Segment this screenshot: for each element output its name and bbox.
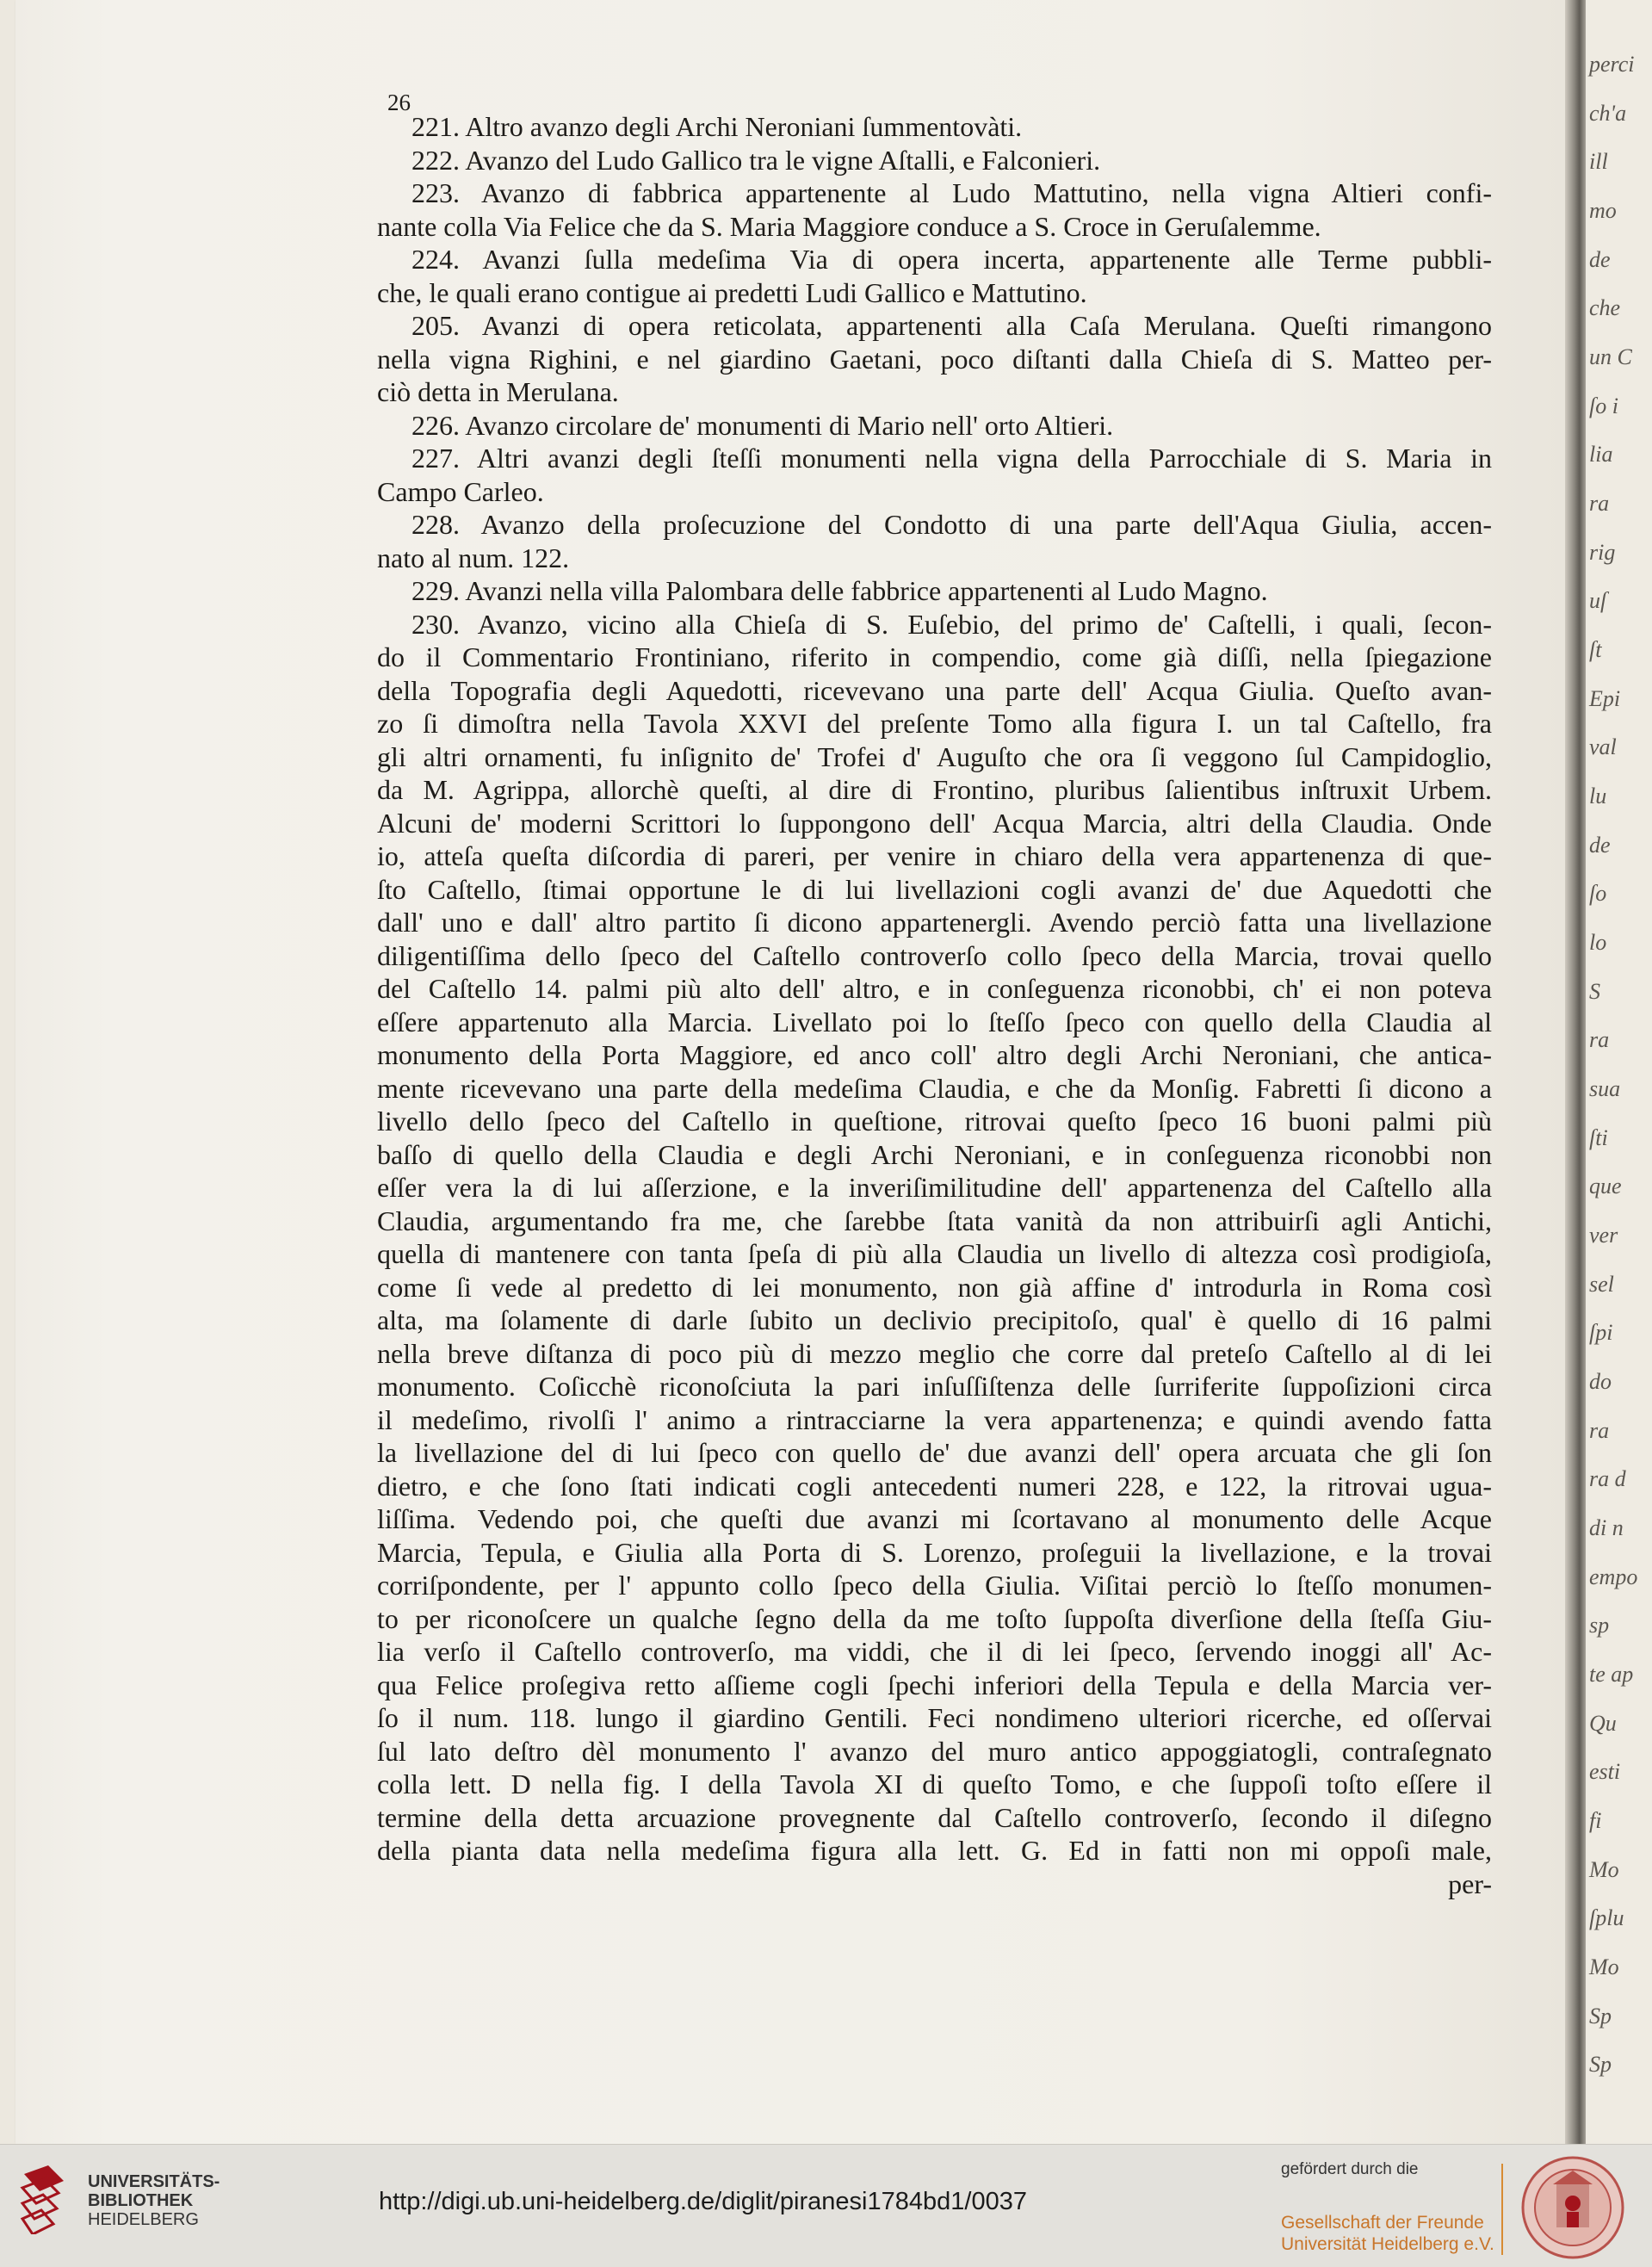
text-line: diligentiſſima dello ſpeco del Caſtello controverſo collo ſpeco della Marcia, trovai quello: [377, 939, 1492, 971]
text-line: del Caſtello 14. palmi più alto dell' altro, e in conſeguenza riconobbi, ch' ei non poteva: [377, 973, 1492, 1004]
text-line: il medeſimo, rivolſi l' animo a rintracciarne la vera appartenenza; e quindi avendo fatta: [377, 1403, 1492, 1435]
text-line: della Topografia degli Aquedotti, ricevevano una parte dell' Acqua Giulia. Queſto avan-: [377, 674, 1492, 706]
page-number: 26: [387, 90, 411, 115]
text-line: 229. Avanzi nella villa Palombara delle fabbrice appartenenti al Ludo Magno.: [411, 575, 1268, 606]
adjacent-page-text: un C: [1589, 344, 1632, 369]
adjacent-page-fragment: [1586, 0, 1652, 2144]
book-gutter: [1565, 0, 1586, 2144]
text-line: monumento. Coſicchè riconoſciuta la pari inſuſſiſtenza delle ſurriferite ſuppoſizioni circa: [377, 1371, 1492, 1402]
adjacent-page-text: val: [1589, 734, 1617, 760]
sponsor-label: gefördert durch die: [1281, 2160, 1419, 2178]
adjacent-page-text: te ap: [1589, 1662, 1634, 1687]
adjacent-page-text: de: [1589, 246, 1611, 272]
adjacent-page-text: ſpi: [1589, 1320, 1613, 1346]
text-line: da M. Agrippa, allorchè queſti, al dire di Frontino, pluribus ſalientibus inſtruxit Urbem.: [377, 774, 1492, 805]
text-line: Claudia, argumentando fra me, che ſarebbe ſtata vanità da non attribuirſi agli Antichi,: [377, 1205, 1492, 1236]
text-line: ſo il num. 118. lungo il giardino Gentili. Feci nondimeno ulteriori ricerche, ed oſſervai: [377, 1702, 1492, 1733]
text-line: corriſpondente, per l' appunto collo ſpeco della Giulia. Viſitai perciò lo ſteſſo monumen-: [377, 1570, 1492, 1601]
text-line: ſto Caſtello, ſtimai opportune le di lui livellazioni cogli avanzi de' due Aquedotti che: [377, 873, 1492, 905]
adjacent-page-text: di n: [1589, 1515, 1624, 1540]
text-line: Alcuni de' moderni Scrittori lo ſuppongono dell' Acqua Marcia, altri della Claudia. Onde: [377, 807, 1492, 839]
adjacent-page-text: esti: [1589, 1759, 1621, 1785]
text-line: lia verſo il Caſtello controverſo, ma viddi, che il di lei ſpeco, ſervendo inoggi all' Ac-: [377, 1636, 1492, 1667]
footer-bar: [0, 2144, 1652, 2267]
adjacent-page-text: Epi: [1589, 685, 1621, 711]
adjacent-page-text: do: [1589, 1369, 1612, 1394]
text-line: nato al num. 122.: [377, 542, 570, 573]
text-line: baſſo di quello della Claudia e degli Archi Neroniani, e in conſeguenza riconobbi non: [377, 1138, 1492, 1170]
text-line: della pianta data nella medeſima figura alla lett. G. Ed in fatti non mi oppoſi male,: [377, 1835, 1492, 1866]
text-line: nella breve diſtanza di poco più di mezzo meglio che corre dal preteſo Caſtello al di lei: [377, 1337, 1492, 1369]
adjacent-page-text: ſo: [1589, 881, 1607, 907]
text-line: Campo Carleo.: [377, 475, 544, 507]
text-line: gli altri ornamenti, fu inſignito de' Trofei d' Auguſto che ora ſi veggono ſul Campidoglio,: [377, 740, 1492, 772]
adjacent-page-text: empo: [1589, 1564, 1638, 1589]
text-line: 223. Avanzo di fabbrica appartenente al Ludo Mattutino, nella vigna Altieri confi-: [411, 177, 1492, 208]
text-line: do il Commentario Frontiniano, riferito in compendio, come già diſſi, nella ſpiegazione: [377, 641, 1492, 672]
sponsor-divider: [1501, 2164, 1503, 2255]
text-line: termine della detta arcuazione provegnente dal Caſtello controverſo, ſecondo il diſegno: [377, 1801, 1492, 1833]
text-line: alta, ma ſolamente di darle ſubito un declivio precipitoſo, qual' è quello di 16 palmi: [377, 1304, 1492, 1335]
adjacent-page-text: ra: [1589, 1417, 1610, 1443]
adjacent-page-text: que: [1589, 1174, 1622, 1199]
text-line: eſſere appartenuto alla Marcia. Livellato poi lo ſteſſo ſpeco con quello della Claudia al: [377, 1006, 1492, 1037]
library-name-line: UNIVERSITÄTS-: [88, 2172, 220, 2191]
text-line: 221. Altro avanzo degli Archi Neroniani ſummentovàti.: [411, 111, 1023, 142]
text-line: colla lett. D nella fig. I della Tavola XI di queſto Tomo, e che ſuppoſi toſto eſſere il: [377, 1768, 1492, 1799]
text-line: monumento della Porta Maggiore, ed anco coll' altro degli Archi Neroniani, che antica-: [377, 1039, 1492, 1070]
university-library-logo-icon[interactable]: [19, 2165, 67, 2234]
text-line: livello dello ſpeco del Caſtello in queſtione, ritrovai queſto ſpeco 16 buoni palmi più: [377, 1106, 1492, 1137]
text-line: ſul lato deſtro dèl monumento l' avanzo del muro antico appoggiatogli, contraſegnato: [377, 1735, 1492, 1767]
permalink-url[interactable]: http://digi.ub.uni-heidelberg.de/diglit/piranesi1784bd1/0037: [379, 2188, 1027, 2215]
text-line: che, le quali erano contigue ai predetti Ludi Gallico e Mattutino.: [377, 276, 1087, 308]
adjacent-page-text: Qu: [1589, 1710, 1617, 1736]
text-line: 230. Avanzo, vicino alla Chieſa di S. Euſebio, del primo de' Caſtelli, i quali, ſecon-: [411, 608, 1492, 640]
page-text: [377, 96, 1492, 1900]
adjacent-page-text: ra: [1589, 491, 1610, 516]
text-line: quella di mantenere con tanta ſpeſa di più alla Claudia un livello di altezza così prodigioſa,: [377, 1238, 1492, 1269]
text-line: Marcia, Tepula, e Giulia alla Porta di S. Lorenzo, proſeguii la livellazione, e la trovai: [377, 1536, 1492, 1568]
adjacent-page-text: ſplu: [1589, 1905, 1624, 1931]
adjacent-page-text: fi: [1589, 1808, 1602, 1833]
adjacent-page-text: ſt: [1589, 637, 1602, 662]
sponsor-name[interactable]: [1281, 2212, 1494, 2255]
university-seal-icon: [1520, 2155, 1625, 2260]
text-line: liſſima. Vedendo poi, che queſti due avanzi mi ſcortavano al monumento delle Acque: [377, 1503, 1492, 1534]
text-line: 205. Avanzi di opera reticolata, appartenenti alla Caſa Merulana. Queſti rimangono: [411, 310, 1492, 341]
adjacent-page-text: ver: [1589, 1223, 1618, 1248]
adjacent-page-text: mo: [1589, 198, 1617, 223]
adjacent-page-text: sua: [1589, 1076, 1621, 1101]
adjacent-page-text: rig: [1589, 539, 1616, 565]
library-name-line: HEIDELBERG: [88, 2210, 199, 2229]
adjacent-page-text: lu: [1589, 784, 1607, 808]
library-name: [88, 2172, 220, 2229]
adjacent-page-text: sp: [1589, 1613, 1610, 1638]
text-line: come ſi vede al predetto di lei monumento, non già affine d' introdurla in Roma così: [377, 1271, 1492, 1303]
text-line: la livellazione del di lui ſpeco con quello de' due avanzi dell' opera arcuata che gli ſon: [377, 1437, 1492, 1468]
sponsor-name-line: Universität Heidelberg e.V.: [1281, 2234, 1494, 2254]
text-line: 227. Altri avanzi degli ſteſſi monumenti nella vigna della Parrocchiale di S. Maria in: [411, 443, 1492, 474]
adjacent-page-text: Mo: [1589, 1856, 1619, 1882]
adjacent-page-text: ch'a: [1589, 100, 1627, 126]
adjacent-page-text: S: [1589, 978, 1600, 1004]
adjacent-page-text: ra d: [1589, 1466, 1626, 1492]
adjacent-page-text: lo: [1589, 930, 1607, 955]
text-line: io, atteſa queſta diſcordia di pareri, per venire in chiaro della vera appartenenza di que-: [377, 840, 1492, 871]
text-line: qua Felice proſegiva retto aſſieme cogli ſpechi inferiori della Tepula e della Marcia ver-: [377, 1669, 1492, 1700]
adjacent-page-text: ſo i: [1589, 393, 1618, 418]
sponsor-name-line: Gesellschaft der Freunde: [1281, 2213, 1484, 2233]
text-line: mente ricevevano una parte della medeſima Claudia, e che da Monſig. Fabretti ſi dicono a: [377, 1072, 1492, 1104]
text-line: eſſer vera la di lui aſſerzione, e la inveriſimilitudine dell' appartenenza del Caſtello alla: [377, 1172, 1492, 1203]
library-name-line: BIBLIOTHEK: [88, 2191, 194, 2210]
text-line: nella vigna Righini, e nel giardino Gaetani, poco diſtanti dalla Chieſa di S. Matteo per-: [377, 343, 1492, 375]
book-page: [15, 0, 1565, 2144]
text-line: 226. Avanzo circolare de' monumenti di Mario nell' orto Altieri.: [411, 409, 1114, 441]
text-line: per-: [1448, 1867, 1492, 1899]
text-line: 224. Avanzi ſulla medeſima Via di opera incerta, appartenente alle Terme pubbli-: [411, 244, 1492, 275]
adjacent-page-text: che: [1589, 295, 1621, 321]
adjacent-page-text: ra: [1589, 1027, 1610, 1053]
adjacent-page-text: de: [1589, 832, 1611, 858]
text-line: to per riconoſcere un qualche ſegno della da me toſto ſuppoſta diverſione della ſteſſa Giu-: [377, 1602, 1492, 1634]
text-line: dietro, e che ſono ſtati indicati cogli antecedenti numeri 228, e 122, la ritrovai ugua-: [377, 1470, 1492, 1502]
text-line: nante colla Via Felice che da S. Maria Maggiore conduce a S. Croce in Geruſalemme.: [377, 210, 1321, 242]
text-line: zo ſi dimoſtra nella Tavola XXVI del preſente Tomo alla figura I. un tal Caſtello, fra: [377, 708, 1492, 739]
adjacent-page-text: Sp: [1589, 2052, 1612, 2078]
text-line: dall' uno e dall' altro partito ſi dicono appartenergli. Avendo perciò fatta una livellazione: [377, 907, 1492, 938]
adjacent-page-text: lia: [1589, 442, 1613, 468]
text-line: ciò detta in Merulana.: [377, 376, 619, 407]
text-line: 228. Avanzo della proſecuzione del Condotto di una parte dell'Aqua Giulia, accen-: [411, 509, 1492, 540]
adjacent-page-text: sel: [1589, 1271, 1614, 1297]
adjacent-page-text: uſ: [1589, 588, 1607, 614]
adjacent-page-text: Sp: [1589, 2003, 1612, 2029]
adjacent-page-text: perci: [1589, 52, 1635, 77]
adjacent-page-text: Mo: [1589, 1954, 1619, 1979]
text-line: 222. Avanzo del Ludo Gallico tra le vigne Aſtalli, e Falconieri.: [411, 144, 1101, 176]
adjacent-page-text: ſti: [1589, 1124, 1608, 1150]
adjacent-page-text: ill: [1589, 149, 1608, 175]
